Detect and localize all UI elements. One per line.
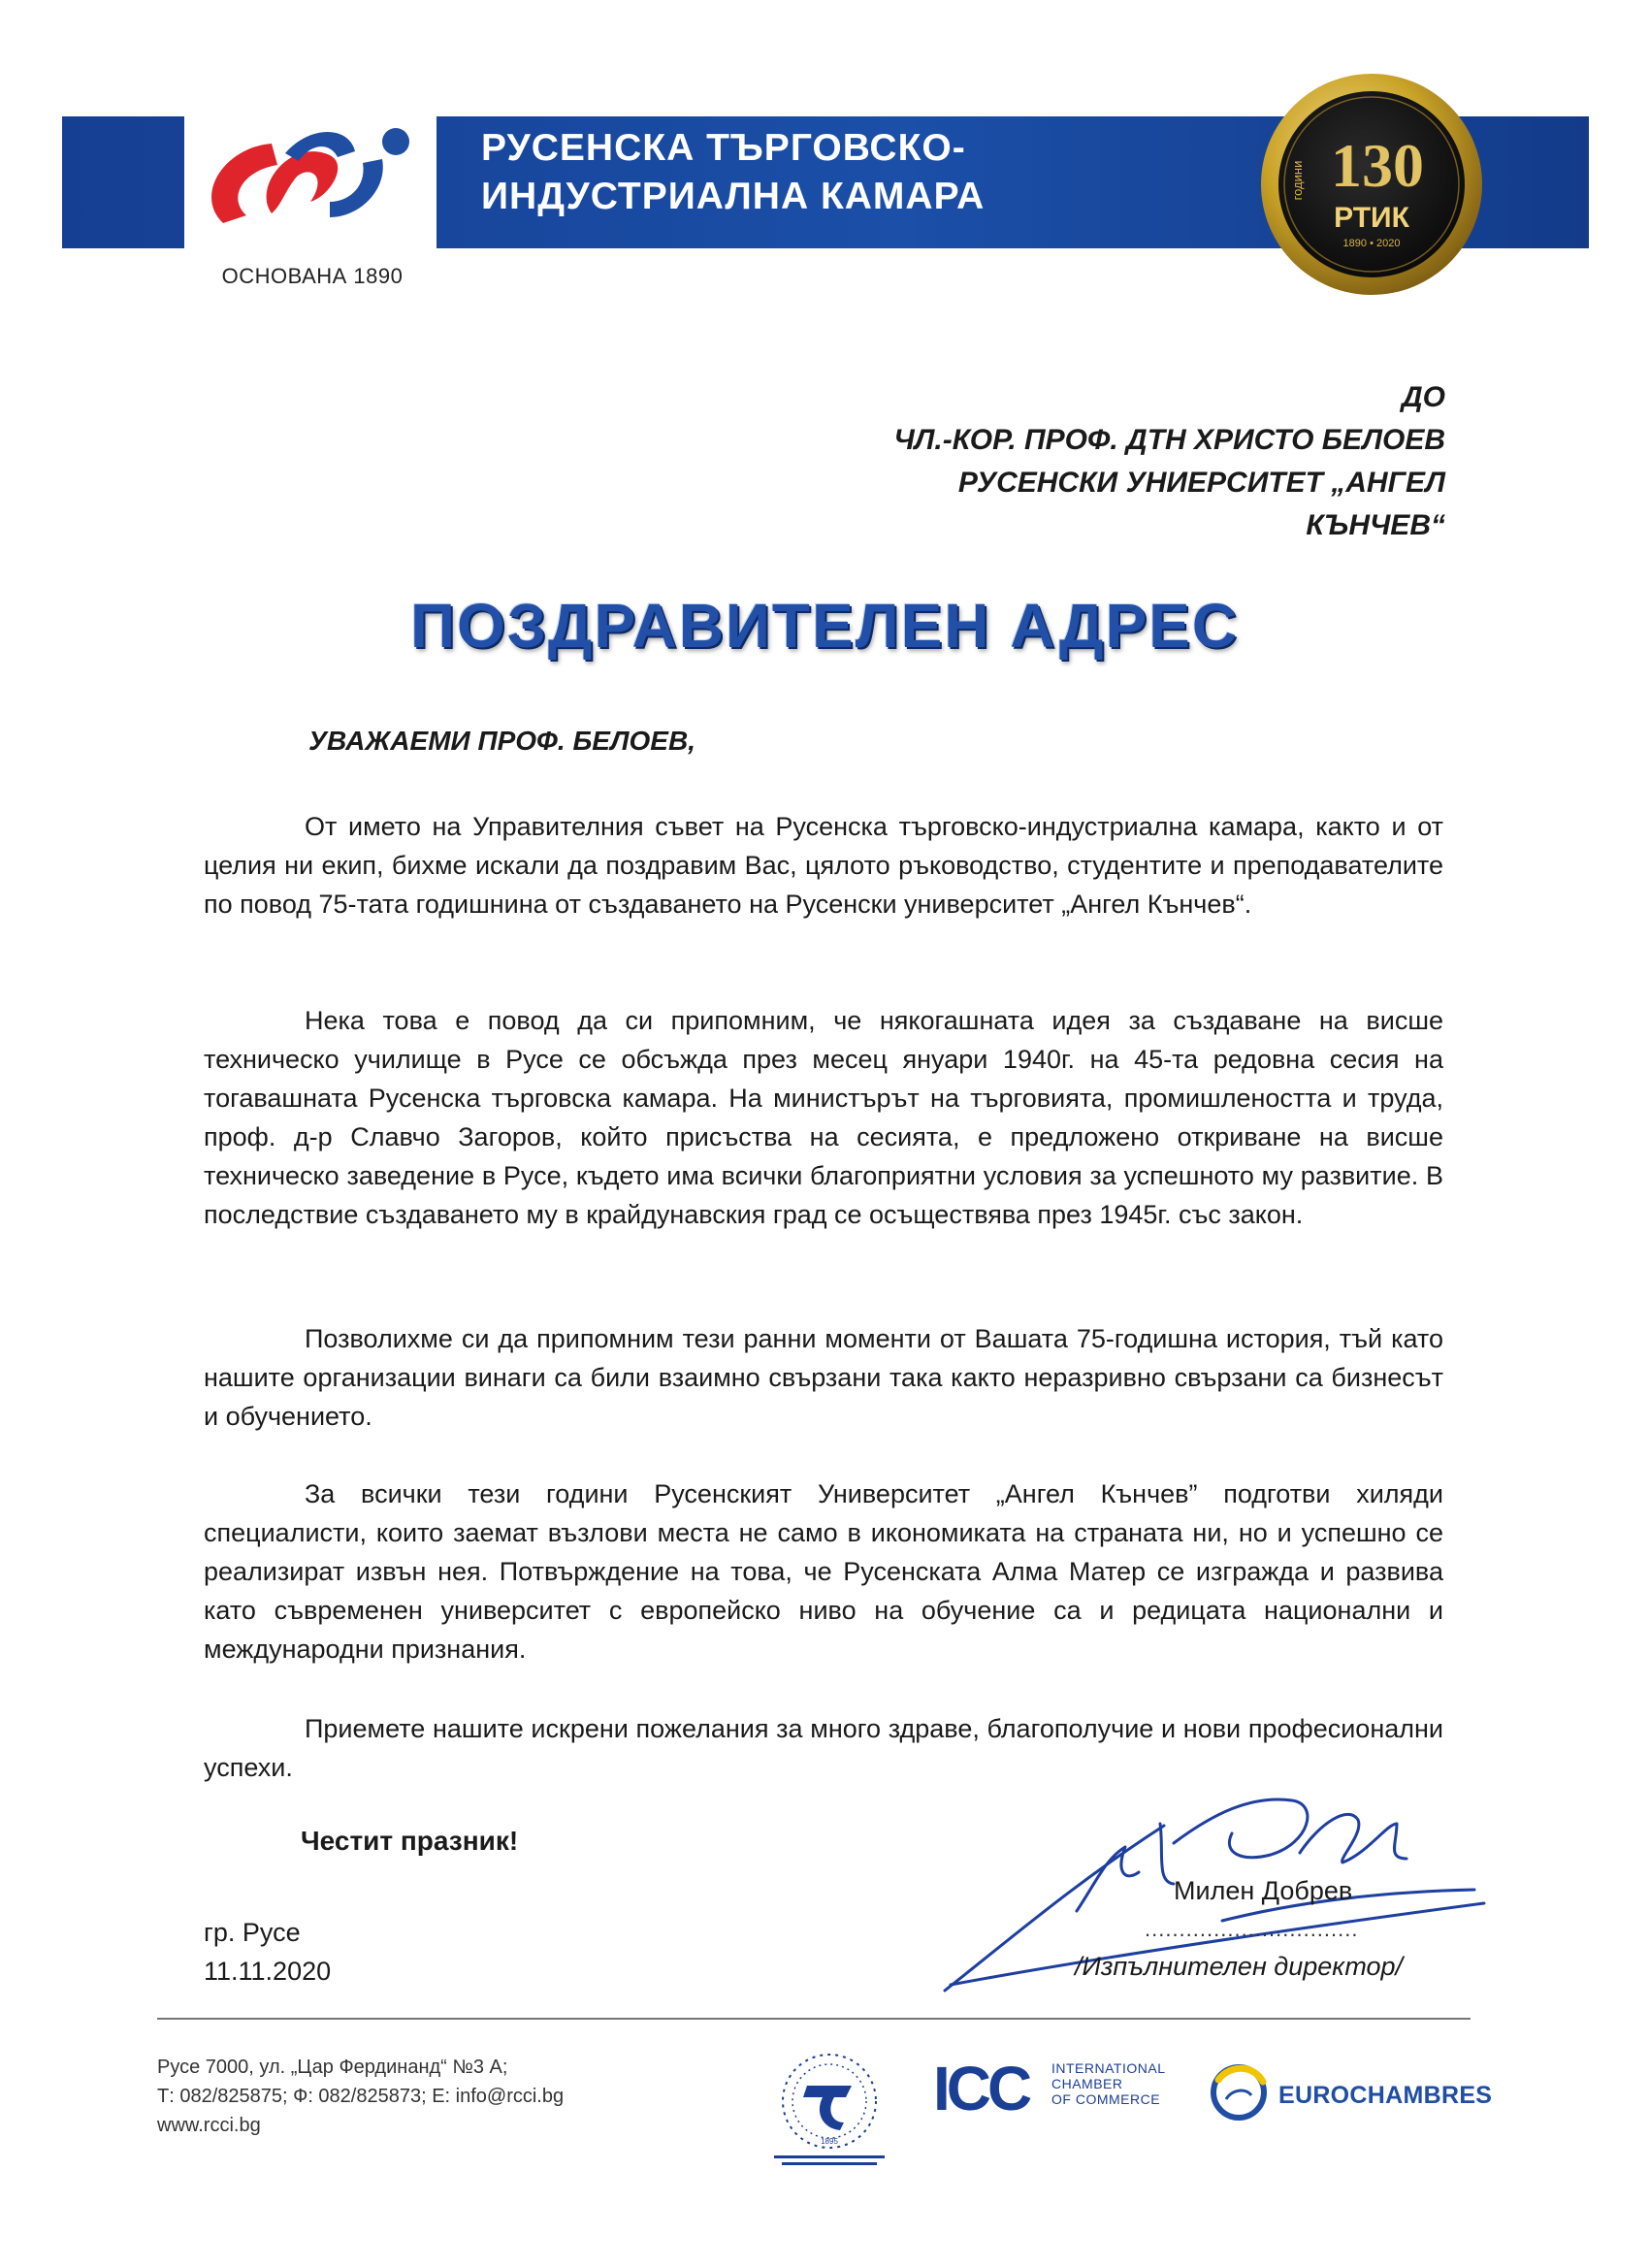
founded-caption: ОСНОВАНА 1890 <box>221 264 404 288</box>
footer-contact <box>157 2053 564 2140</box>
seal-vertical-text: години <box>1290 160 1305 201</box>
icc-name-line2: CHAMBER <box>1051 2076 1123 2091</box>
closing-greeting: Честит празник! <box>301 1826 519 1856</box>
seal-years: 1890 • 2020 <box>1342 238 1401 249</box>
addressee-name: ЧЛ.-КОР. ПРОФ. ДТН ХРИСТО БЕЛОЕВ <box>893 424 1445 456</box>
body-paragraph: За всички тези години Русенският Университет „Ангел Кънчев” подготви хиляди специалисти, които заемат възлови места не само в икономиката на страната ни, но и успешно се реализират извън нея. Потвърждение на това, че Русенската Алма Матер се изгражда и развива като съвременен университет с европейско ниво на обучение са и редицата национални и международни признания. <box>204 1479 1443 1664</box>
addressee-to: ДО <box>1402 381 1445 413</box>
anniversary-seal <box>1257 70 1486 299</box>
rcci-logo <box>184 109 436 254</box>
bcci-year: 1895 <box>821 2137 838 2146</box>
icc-name-line1: INTERNATIONAL <box>1051 2060 1166 2076</box>
footer-website: www.rcci.bg <box>157 2115 261 2136</box>
eurochambres-ring-icon <box>1207 2060 1271 2124</box>
place-city: гр. Русе <box>204 1918 301 1947</box>
icc-logo <box>933 2055 1176 2122</box>
addressee-university-cont: КЪНЧЕВ“ <box>1306 509 1445 541</box>
icc-name <box>1051 2060 1165 2107</box>
rcci-logo-icon <box>184 109 436 254</box>
body-paragraph: Приемете нашите искрени пожелания за много здраве, благополучие и нови професионални успехи. <box>204 1714 1443 1782</box>
salutation: УВАЖАЕМИ ПРОФ. БЕЛОЕВ, <box>308 726 695 756</box>
seal-abbreviation: РТИК <box>1334 202 1409 234</box>
addressee-university: РУСЕНСКИ УНИЕРСИТЕТ „АНГЕЛ <box>957 467 1445 499</box>
signature-line: ............................... <box>1145 1917 1359 1941</box>
eurochambres-text: EUROCHAMBRES <box>1278 2082 1493 2109</box>
addressee-block <box>766 376 1445 547</box>
organization-name-line1: РУСЕНСКА ТЪРГОВСКО- <box>481 127 966 169</box>
seal-number: 130 <box>1331 131 1424 200</box>
place-and-date <box>204 1913 331 1991</box>
eurochambres-logo <box>1207 2058 1493 2126</box>
organization-name <box>481 124 1160 221</box>
bcci-logo-icon <box>768 2047 890 2173</box>
body-paragraph: Нека това е повод да си припомним, че някогашната идея за създаване на висше техническо училище в Русе се обсъжда през месец януари 1940г. на 45-та редовна сесия на тогавашната Русенска търговска камара. На министърът на търговията, промишлеността и труда, проф. д-р Славчо Загоров, който присъства на сесията, е предложено откриване на висше техническо заведение в Русе, където има всички благоприятни условия за успешното му развитие. В последствие създаването му в крайдунавския град се осъществява през 1945г. със закон. <box>204 1006 1443 1229</box>
icc-name-line3: OF COMMERCE <box>1051 2091 1161 2107</box>
body-paragraph: От името на Управителния съвет на Русенска търговско-индустриална камара, както и от целия ни екип, бихме искали да поздравим Вас, цялото ръководство, студентите и преподавателите по повод 75-тата годишнина от създаването на Русенски университет „Ангел Кънчев“. <box>204 812 1443 919</box>
footer-address: Русе 7000, ул. „Цар Фердинанд“ №3 А; <box>157 2057 508 2078</box>
footer-divider <box>157 2018 1471 2020</box>
icc-mark: ICC <box>933 2054 1029 2123</box>
organization-name-line2: ИНДУСТРИАЛНА КАМАРА <box>481 176 986 217</box>
body-paragraph: Позволихме си да припомним тези ранни моменти от Вашата 75-годишна история, тъй като нашите организации винаги са били взаимно свързани така както неразривно свързани са бизнесът и обучението. <box>204 1324 1443 1431</box>
signatory-role: /Изпълнителен директор/ <box>1075 1952 1404 1981</box>
place-date: 11.11.2020 <box>204 1957 332 1986</box>
footer-phones: Т: 082/825875; Ф: 082/825873; E: info@rcci.bg <box>157 2086 565 2107</box>
signatory-name: Милен Добрев <box>1174 1876 1353 1905</box>
document-title: ПОЗДРАВИТЕЛЕН АДРЕС <box>409 591 1240 661</box>
